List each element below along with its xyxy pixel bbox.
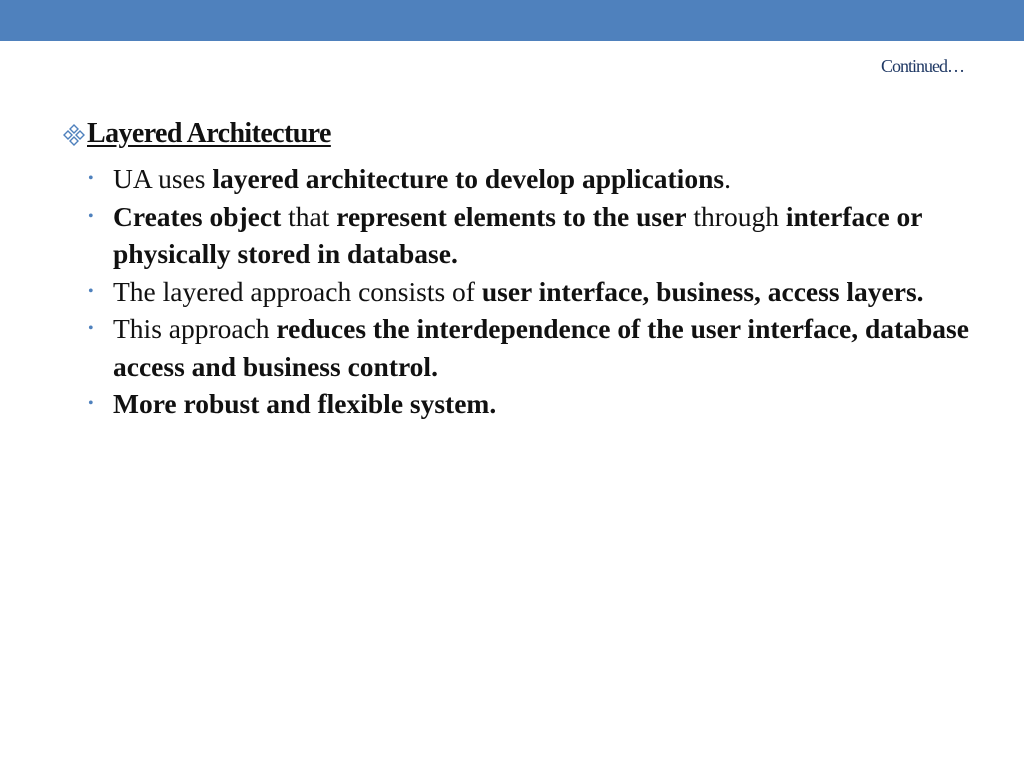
bullet-text-segment: The layered approach consists of [113,275,482,307]
diamond-bullet-icon [63,124,85,146]
bullet-text-segment: UA uses [113,163,213,194]
top-banner-bar [0,0,1024,41]
continued-label: Continued… [881,56,964,76]
bullet-list [88,160,978,423]
heading-text: Layered Architecture [87,118,331,149]
diamond-shape [70,137,78,145]
bullet-text-segment: that [281,200,337,232]
bullet-text-bold-segment: Creates object [113,200,282,232]
bullet-marker: • [88,395,94,412]
bullet-marker: • [88,320,94,337]
bullet-marker: • [88,170,94,187]
bullet-marker: • [88,282,94,300]
bullet-item-3 [88,273,978,311]
diamond-shape [76,131,84,139]
bullet-text-bold-segment: interface or physically stored in database. [113,200,923,269]
bullet-item-5 [88,385,978,423]
bullet-text-bold-segment: layered architecture to develop applications [212,163,725,194]
bullet-item-4 [88,310,978,385]
bullet-marker: • [88,207,94,225]
bullet-text-bold-segment: reduces the interdependence of the user interface, database access and business control. [113,313,969,382]
bullet-text-segment: . [724,163,731,194]
bullet-text-bold-segment: More robust and flexible system. [113,388,497,419]
section-heading [63,118,331,150]
bullet-text-segment: through [686,200,786,232]
bullet-item-1 [88,160,978,198]
bullet-text-bold-segment: user interface, business, access layers. [481,275,924,307]
diamond-shape [64,131,72,139]
bullet-item-2 [88,198,978,273]
bullet-text-bold-segment: represent elements to the user [336,200,687,232]
diamond-shape [70,125,78,133]
bullet-text-segment: This approach [113,313,277,344]
